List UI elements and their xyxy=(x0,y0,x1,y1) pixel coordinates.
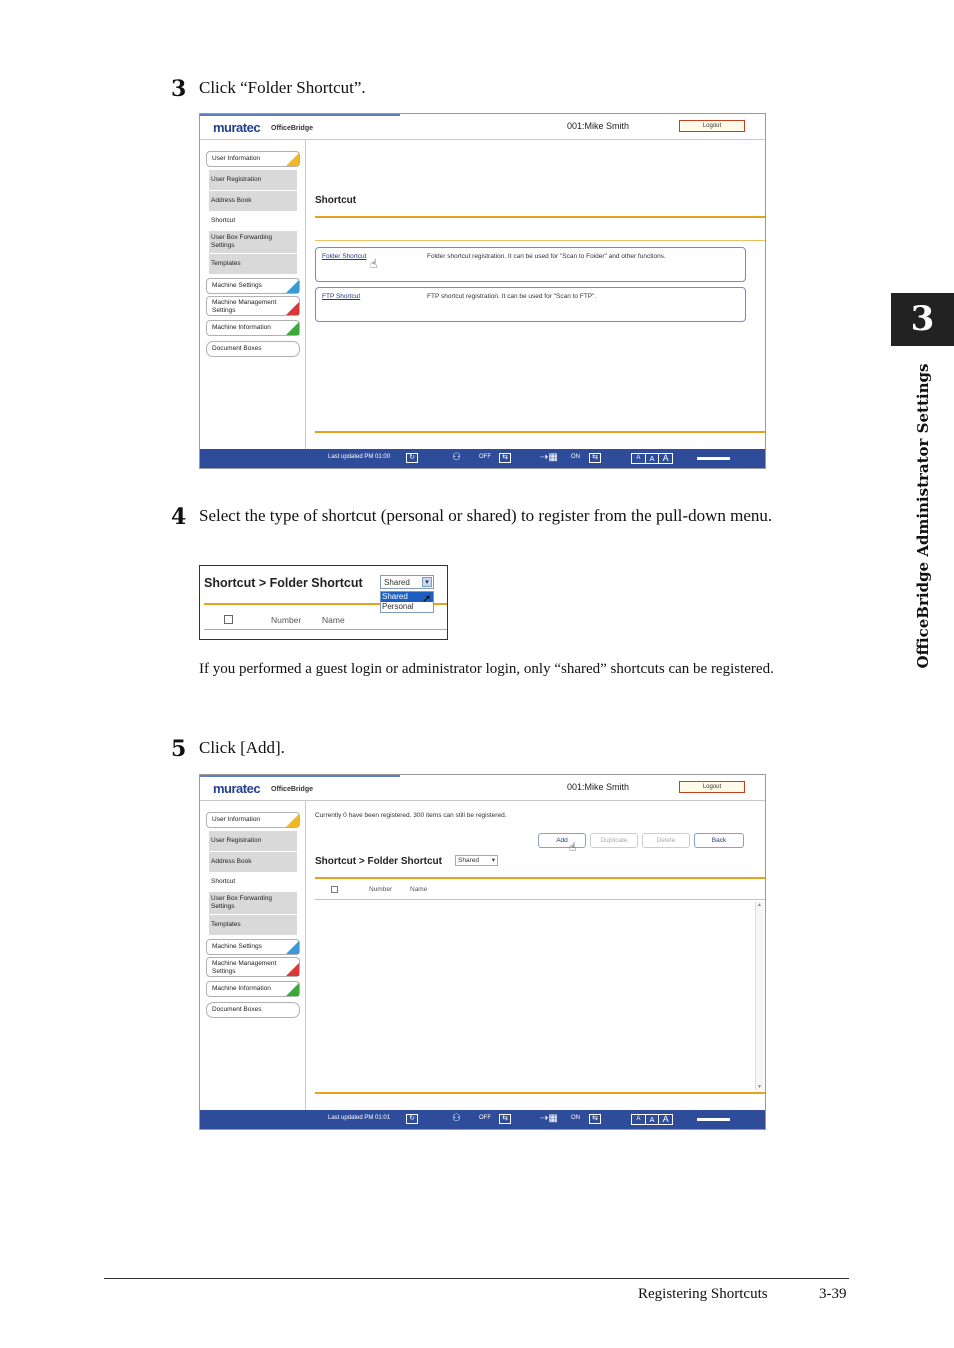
sidebar-item-machine-management[interactable]: Machine Management Settings xyxy=(206,296,300,316)
on-label: ON xyxy=(571,1115,580,1121)
ftp-shortcut-link[interactable]: FTP Shortcut xyxy=(322,293,361,300)
sidebar-item-document-boxes[interactable]: Document Boxes xyxy=(206,1002,300,1018)
toggle-on-icon[interactable]: ⇆ xyxy=(589,1114,601,1124)
off-label: OFF xyxy=(479,454,491,460)
add-button[interactable]: Add xyxy=(538,833,586,848)
sidebar-item-document-boxes[interactable]: Document Boxes xyxy=(206,341,300,357)
app-header xyxy=(200,114,765,140)
select-all-checkbox[interactable] xyxy=(331,886,338,893)
page-title: Shortcut xyxy=(315,195,357,206)
hand-cursor-icon: ☝ xyxy=(569,840,577,854)
sidebar-item-shortcut[interactable]: Shortcut xyxy=(209,873,297,891)
dropdown-page-title: Shortcut > Folder Shortcut xyxy=(204,576,363,590)
step-5-number: 5 xyxy=(171,736,187,762)
sidebar-item-user-information[interactable]: User Information xyxy=(206,151,300,167)
on-label: ON xyxy=(571,454,580,460)
footer-section: Registering Shortcuts xyxy=(638,1286,768,1302)
font-size-selector[interactable] xyxy=(631,453,673,464)
officebridge-logo: OfficeBridge xyxy=(271,125,314,132)
shortcut-type-select[interactable]: Shared ▾ xyxy=(455,855,498,866)
sidebar-item-shortcut[interactable]: Shortcut xyxy=(209,212,297,230)
sidebar-item-user-information[interactable]: User Information xyxy=(206,812,300,828)
sidebar-item-address-book[interactable]: Address Book xyxy=(209,191,297,211)
login-note: If you performed a guest login or administrator login, only “shared” shortcuts can be registered. xyxy=(199,661,774,677)
ftp-shortcut-card[interactable] xyxy=(315,287,746,322)
refresh-icon[interactable]: ↻ xyxy=(406,1114,418,1124)
chapter-tab: 3 xyxy=(891,293,954,346)
status-bar xyxy=(200,449,765,468)
user-name: 001:Mike Smith xyxy=(567,782,630,792)
sidebar-item-user-box-forwarding[interactable]: User Box Forwarding Settings xyxy=(209,892,297,914)
scroll-up-icon[interactable]: ▲ xyxy=(757,902,762,908)
sidebar-item-machine-information[interactable]: Machine Information xyxy=(206,320,300,336)
zoom-slider[interactable] xyxy=(697,457,730,460)
registration-count-text: Currently 0 have been registered. 300 items can still be registered. xyxy=(315,812,507,819)
footer-rule xyxy=(104,1278,849,1279)
screenshot-shortcut-type-dropdown xyxy=(199,565,448,640)
toggle-off-icon[interactable]: ⇆ xyxy=(499,1114,511,1124)
person-icon: ⚇ xyxy=(452,452,461,463)
page-title: Shortcut > Folder Shortcut xyxy=(315,856,442,867)
step-3-number: 3 xyxy=(171,76,187,102)
arrow-cursor-icon: ➚ xyxy=(422,593,432,605)
step-3-text: Click “Folder Shortcut”. xyxy=(199,78,366,97)
muratec-logo: muratec xyxy=(213,781,261,796)
column-name: Name xyxy=(410,886,428,893)
step-5-text: Click [Add]. xyxy=(199,738,285,757)
option-shared[interactable]: Shared xyxy=(381,592,433,602)
option-personal[interactable]: Personal xyxy=(382,602,414,611)
delete-button[interactable]: Delete xyxy=(642,833,690,848)
toggle-off-icon[interactable]: ⇆ xyxy=(499,453,511,463)
machine-icon: ⇢▦ xyxy=(540,1113,558,1124)
column-number: Number xyxy=(369,886,393,893)
screenshot-folder-shortcut-list xyxy=(199,774,766,1130)
select-all-checkbox[interactable] xyxy=(224,615,233,624)
hand-cursor-icon: ☝ xyxy=(370,257,378,271)
last-updated-text: Last updated PM 01:00 xyxy=(328,454,391,460)
font-small-button[interactable]: A xyxy=(632,454,646,463)
zoom-slider[interactable] xyxy=(697,1118,730,1121)
sidebar-item-address-book[interactable]: Address Book xyxy=(209,852,297,872)
app-header xyxy=(200,775,765,801)
screenshot-shortcut-menu xyxy=(199,113,766,469)
font-small-button[interactable]: A xyxy=(632,1115,646,1124)
refresh-icon[interactable]: ↻ xyxy=(406,453,418,463)
officebridge-logo: OfficeBridge xyxy=(271,786,314,793)
page-number: 3-39 xyxy=(819,1286,847,1302)
logout-button[interactable]: Logout xyxy=(679,120,745,132)
folder-shortcut-card[interactable] xyxy=(315,247,746,282)
toggle-on-icon[interactable]: ⇆ xyxy=(589,453,601,463)
person-icon: ⚇ xyxy=(452,1113,461,1124)
logout-button[interactable]: Logout xyxy=(679,781,745,793)
sidebar-item-templates[interactable]: Templates xyxy=(209,915,297,935)
sidebar xyxy=(200,140,306,449)
sidebar-item-templates[interactable]: Templates xyxy=(209,254,297,274)
column-number: Number xyxy=(271,615,302,625)
muratec-logo: muratec xyxy=(213,120,261,135)
sidebar-item-user-registration[interactable]: User Registration xyxy=(209,831,297,851)
folder-shortcut-description: Folder shortcut registration. It can be used for "Scan to Folder" and other functions. xyxy=(427,253,666,260)
last-updated-text: Last updated PM 01:01 xyxy=(328,1115,391,1121)
list-scrollbar[interactable] xyxy=(755,902,764,1090)
sidebar-item-user-registration[interactable]: User Registration xyxy=(209,170,297,190)
sidebar-item-machine-settings[interactable]: Machine Settings xyxy=(206,939,300,955)
font-size-selector[interactable] xyxy=(631,1114,673,1125)
font-medium-button[interactable]: A xyxy=(646,1115,660,1124)
sidebar xyxy=(200,801,306,1110)
font-large-button[interactable]: A xyxy=(662,453,669,463)
sidebar-item-machine-information[interactable]: Machine Information xyxy=(206,981,300,997)
back-button[interactable]: Back xyxy=(694,833,744,848)
folder-shortcut-link[interactable]: Folder Shortcut xyxy=(322,253,367,260)
sidebar-item-user-box-forwarding[interactable]: User Box Forwarding Settings xyxy=(209,231,297,253)
off-label: OFF xyxy=(479,1115,491,1121)
step-4-text: Select the type of shortcut (personal or shared) to register from the pull-down menu. xyxy=(199,506,773,525)
ftp-shortcut-description: FTP shortcut registration. It can be used for "Scan to FTP". xyxy=(427,293,597,300)
duplicate-button[interactable]: Duplicate xyxy=(590,833,638,848)
chevron-down-icon[interactable]: ▾ xyxy=(422,577,432,587)
scroll-down-icon[interactable]: ▼ xyxy=(757,1084,762,1090)
sidebar-item-machine-management[interactable]: Machine Management Settings xyxy=(206,957,300,977)
sidebar-item-machine-settings[interactable]: Machine Settings xyxy=(206,278,300,294)
column-name: Name xyxy=(322,615,345,625)
chapter-title-vertical: OfficeBridge Administrator Settings xyxy=(914,363,932,669)
font-medium-button[interactable]: A xyxy=(646,454,660,463)
font-large-button[interactable]: A xyxy=(662,1114,669,1124)
step-4-number: 4 xyxy=(171,504,187,530)
status-bar xyxy=(200,1110,765,1129)
chevron-down-icon[interactable]: ▾ xyxy=(491,857,495,864)
machine-icon: ⇢▦ xyxy=(540,452,558,463)
user-name: 001:Mike Smith xyxy=(567,121,630,131)
shortcut-type-select[interactable]: Shared ▾ xyxy=(380,575,434,589)
